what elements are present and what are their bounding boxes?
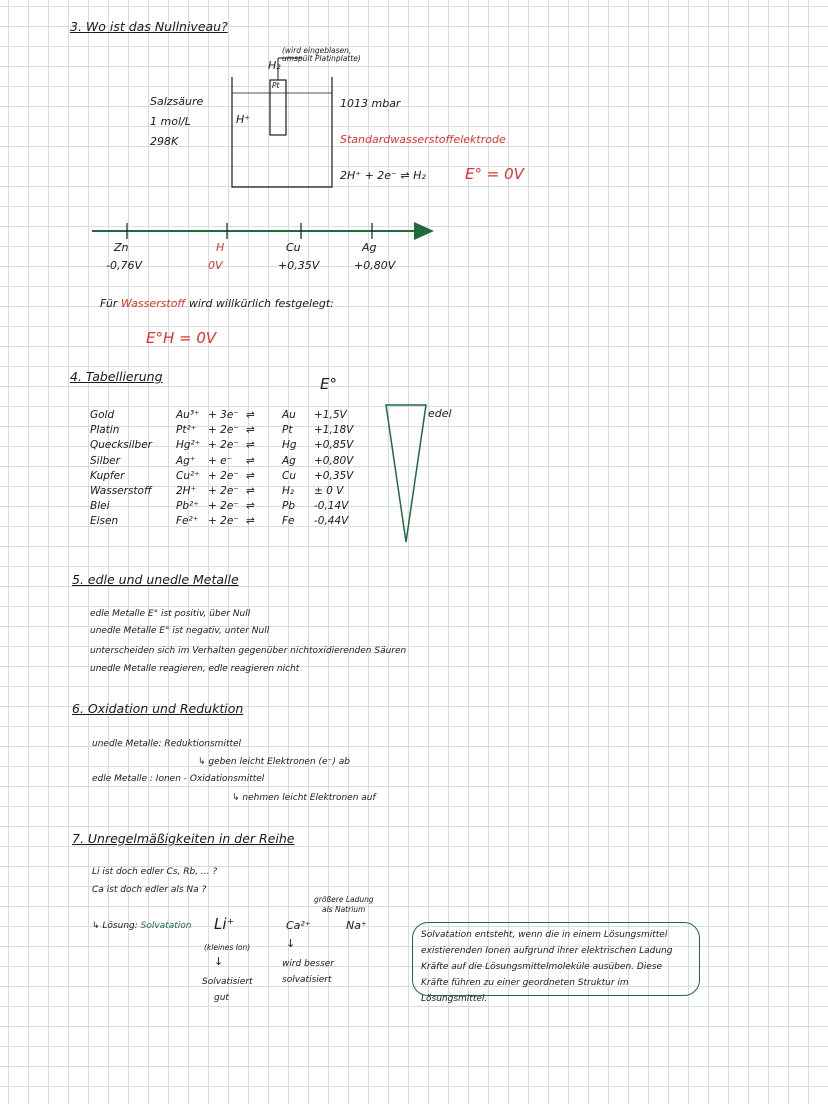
s5-line2: unedle Metalle E° ist negativ, unter Null [90,626,270,636]
table-cell-el: + 2e⁻ [208,485,239,498]
table-cell-prod: Pb [282,500,295,513]
s5-line1: edle Metalle E° ist positiv, über Null [90,609,251,619]
scale-value: 0V [208,259,223,272]
scale-symbol: H [216,241,225,254]
s6-line1: unedle Metalle: Reduktionsmittel [92,739,242,749]
acid-label: Salzsäure [150,95,204,108]
table-cell-ion: Fe²⁺ [176,515,199,528]
col-equilibrium [246,408,255,530]
equilibrium-arrow: ⇌ [246,469,255,482]
table-cell-prod: Ag [282,454,296,467]
s5-line4: unedle Metalle reagieren, edle reagieren nicht [90,664,300,674]
li-note: (kleines Ion) [204,943,251,952]
equilibrium-arrow: ⇌ [246,500,255,513]
temperature-label: 298K [150,135,179,148]
li-ion: Li⁺ [214,915,235,933]
ca-note2: als Natrium [322,905,366,914]
equilibrium-arrow: ⇌ [246,424,255,437]
table-cell-name: Eisen [90,515,119,528]
ca-result2: solvatisiert [282,975,332,985]
concentration-label: 1 mol/L [150,115,191,128]
edel-label: edel [428,407,452,420]
h2-label: H₂ [268,59,281,72]
table-cell-e: -0,14V [314,500,349,513]
ca-result1: wird besser [282,959,335,969]
equilibrium-arrow: ⇌ [246,409,255,421]
pt-label: Pt [272,81,280,90]
electrode-label: Standardwasserstoffelektrode [340,133,506,146]
table-cell-el: + 3e⁻ [208,409,239,421]
reaction-equation: 2H⁺ + 2e⁻ ⇌ H₂ [340,169,426,182]
table-cell-name: Wasserstoff [90,485,152,498]
equilibrium-arrow: ⇌ [246,454,255,467]
e0-column-header: E° [320,375,337,393]
table-cell-name: Silber [90,454,120,467]
na-ion: Na⁺ [346,919,367,932]
table-cell-el: + e⁻ [208,454,233,467]
table-cell-ion: 2H⁺ [176,485,197,498]
scale-value: +0,80V [354,259,396,272]
table-cell-ion: Au³⁺ [176,409,200,421]
table-cell-prod: Au [282,409,296,421]
arrow-head [414,222,434,240]
solvation-definition-box: Solvatation entsteht, wenn die in einem Lösungsmittel existierenden Ionen aufgrund ihrer elektrischen Ladung Kräfte auf die Lösungsmittelmoleküle ausüben. Diese Kräfte führen zu einer geordneten Struktur im Lösungsmittel. [412,922,700,996]
pressure-label: 1013 mbar [340,97,401,110]
li-arrow: ↓ [214,955,224,968]
note-line: Für Wasserstoff wird willkürlich festgelegt: [100,297,334,310]
hplus-label: H⁺ [236,113,251,126]
col-electrons [208,408,239,530]
table-cell-e: -0,44V [314,515,349,528]
table-cell-el: + 2e⁻ [208,515,239,528]
table-cell-ion: Ag⁺ [176,454,196,467]
table-cell-e: +1,18V [314,424,354,437]
section3-heading: 3. Wo ist das Nullniveau? [70,19,228,34]
s6-line3: edle Metalle : Ionen - Oxidationsmittel [92,774,265,784]
table-cell-e: +0,85V [314,439,354,452]
table-cell-e: +1,5V [314,409,347,421]
equilibrium-arrow: ⇌ [246,515,255,528]
table-cell-ion: Cu²⁺ [176,469,200,482]
s7-question1: Li ist doch edler Cs, Rb, ... ? [92,867,218,877]
table-cell-e: ± 0 V [314,485,344,498]
scale-value: -0,76V [106,259,142,272]
col-products [282,408,297,530]
scale-value: +0,35V [278,259,320,272]
ca-note1: größere Ladung [314,895,374,904]
scale-symbol: Cu [286,241,301,254]
equilibrium-arrow: ⇌ [246,485,255,498]
table-cell-name: Platin [90,424,120,437]
hydrogen-word: Wasserstoff [120,297,186,310]
e0-zero: E° = 0V [465,165,524,183]
table-cell-el: + 2e⁻ [208,424,239,437]
table-cell-prod: Hg [282,439,297,452]
table-cell-name: Gold [90,409,115,421]
potential-scale [92,222,434,240]
table-cell-prod: Fe [282,515,295,528]
table-cell-prod: Pt [282,424,293,437]
table-cell-name: Quecksilber [90,439,152,452]
ca-ion: Ca²⁺ [286,919,311,932]
table-cell-prod: Cu [282,469,296,482]
table-cell-ion: Pt²⁺ [176,424,197,437]
table-cell-name: Kupfer [90,469,125,482]
ca-arrow: ↓ [286,937,296,950]
col-potentials [314,408,353,530]
s5-line3: unterscheiden sich im Verhalten gegenüber nichtoxidierenden Säuren [90,646,407,656]
solvation-word: Solvatation [140,921,192,931]
section6-heading: 6. Oxidation und Reduktion [72,701,244,716]
scale-symbol: Zn [114,241,129,254]
table-cell-e: +0,80V [314,454,354,467]
table-cell-e: +0,35V [314,469,354,482]
h2-note: (wird eingeblasen, umspült Platinplatte) [282,46,361,64]
eh-zero: E°H = 0V [146,329,217,347]
table-cell-el: + 2e⁻ [208,439,239,452]
table-cell-el: + 2e⁻ [208,469,239,482]
li-result1: Solvatisiert [202,977,253,987]
col-names [90,408,152,530]
nobility-triangle [386,405,426,542]
s6-line2: ↳ geben leicht Elektronen (e⁻) ab [198,757,350,767]
section7-heading: 7. Unregelmäßigkeiten in der Reihe [72,831,295,846]
col-ions [176,408,200,530]
s6-line4: ↳ nehmen leicht Elektronen auf [232,793,376,803]
section4-heading: 4. Tabellierung [70,369,163,384]
scale-symbol: Ag [362,241,377,254]
equilibrium-arrow: ⇌ [246,439,255,452]
table-cell-el: + 2e⁻ [208,500,239,513]
table-cell-ion: Pb²⁺ [176,500,199,513]
li-result2: gut [214,993,229,1003]
s7-question2: Ca ist doch edler als Na ? [92,885,207,895]
section5-heading: 5. edle und unedle Metalle [72,572,239,587]
table-cell-name: Blei [90,500,110,513]
table-cell-ion: Hg²⁺ [176,439,201,452]
s7-solution: ↳ Lösung: Solvatation [92,921,192,931]
table-cell-prod: H₂ [282,485,295,498]
